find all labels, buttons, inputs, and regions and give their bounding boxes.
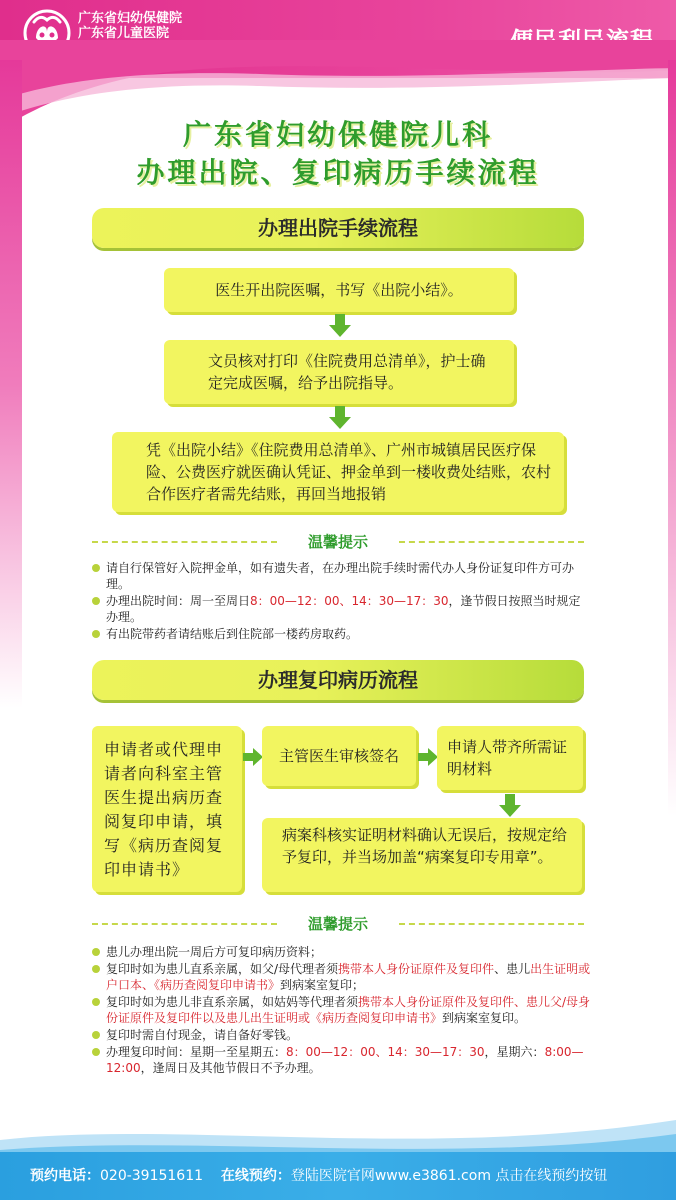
bullet-icon xyxy=(92,564,100,572)
list-item: 复印时需自付现金，请自备好零钱。 xyxy=(92,1027,592,1043)
list-item: 复印时如为患儿直系亲属，如父/母代理者须携带本人身份证原件及复印件、患儿出生证明或户口本、《病历查阅复印申请书》到病案室复印； xyxy=(92,961,592,993)
arrow-down-icon xyxy=(328,314,352,338)
copy-tips-divider xyxy=(92,912,584,936)
online-label: 在线预约： xyxy=(220,1168,291,1184)
copy-step-apply xyxy=(92,726,242,892)
copy-step-sign xyxy=(262,726,416,786)
divider-line-right xyxy=(399,541,584,543)
discharge-step-1-text: 医生开出院医嘱，书写《出院小结》。 xyxy=(215,281,463,299)
discharge-step-3 xyxy=(112,432,564,512)
discharge-tips-divider xyxy=(92,530,584,554)
arrow-right-icon xyxy=(243,748,263,766)
copy-step-apply-text: 申请者或代理申请者向科室主管医生提出病历查阅复印申请，填写《病历查阅复印申请书》 xyxy=(104,740,224,879)
footer-wave-decoration xyxy=(0,1100,676,1160)
bullet-icon xyxy=(92,948,100,956)
copy-tips-list xyxy=(92,944,592,1077)
list-item: 复印时如为患儿非直系亲属，如姑妈等代理者须携带本人身份证原件及复印件、患儿父/母身份证原件及复印件以及患儿出生证明或《病历查阅复印申请书》到病案室复印。 xyxy=(92,994,592,1026)
title-line-1: 广东省妇幼保健院儿科 xyxy=(182,118,493,151)
divider-line-right xyxy=(399,923,584,925)
hospital-name-2: 广东省儿童医院 xyxy=(78,25,170,41)
list-item: 请自行保管好入院押金单，如有遗失者，在办理出院手续时需代办人身份证复印件方可办理。 xyxy=(92,560,592,592)
discharge-step-2-text: 文员核对打印《住院费用总清单》，护士确定完成医嘱，给予出院指导。 xyxy=(208,352,486,392)
copy-tips-label: 温馨提示 xyxy=(307,915,368,933)
footer-bar xyxy=(0,1152,676,1200)
left-decorative-band xyxy=(0,60,22,1140)
list-item: 有出院带药者请结账后到住院部一楼药房取药。 xyxy=(92,626,592,642)
discharge-tips-label: 温馨提示 xyxy=(307,533,368,551)
discharge-step-1 xyxy=(164,268,514,312)
hospital-name-1: 广东省妇幼保健院 xyxy=(78,10,183,26)
arrow-right-icon xyxy=(418,748,438,766)
copy-step-materials-text: 申请人带齐所需证明材料 xyxy=(447,738,568,778)
bullet-icon xyxy=(92,1031,100,1039)
copy-step-materials xyxy=(437,726,583,790)
arrow-down-icon xyxy=(498,794,522,818)
list-item: 患儿办理出院一周后方可复印病历资料； xyxy=(92,944,592,960)
bullet-icon xyxy=(92,630,100,638)
bullet-icon xyxy=(92,998,100,1006)
discharge-step-2 xyxy=(164,340,514,404)
list-item: 办理出院时间：周一至周日8：00—12：00、14：30—17：30，逢节假日按照当时规定办理。 xyxy=(92,593,592,625)
phone-number[interactable]: 020-39151611 xyxy=(100,1168,204,1184)
bullet-icon xyxy=(92,965,100,973)
copy-step-verify-text: 病案科核实证明材料确认无误后，按规定给予复印，并当场加盖“病案复印专用章”。 xyxy=(282,826,568,866)
bullet-icon xyxy=(92,597,100,605)
right-decorative-band xyxy=(668,60,676,1140)
title-line-2: 办理出院、复印病历手续流程 xyxy=(136,156,540,189)
list-item: 办理复印时间：星期一至星期五：8：00—12：00、14：30—17：30，星期六：8:00—12:00，逢周日及其他节假日不予办理。 xyxy=(92,1044,592,1076)
copy-section-heading: 办理复印病历流程 xyxy=(258,668,418,692)
discharge-step-3-text: 凭《出院小结》《住院费用总清单》、广州市城镇居民医疗保险、公费医疗就医确认凭证、押金单到一楼收费处结账，农村合作医疗者需先结账，再回当地报销 xyxy=(146,441,552,503)
discharge-section-banner xyxy=(92,208,584,248)
copy-section-banner xyxy=(92,660,584,700)
phone-label: 预约电话： xyxy=(30,1168,100,1184)
copy-step-verify xyxy=(262,818,582,892)
page-title xyxy=(0,116,676,192)
discharge-tips-list xyxy=(92,560,592,643)
discharge-section-heading: 办理出院手续流程 xyxy=(258,216,418,240)
bullet-icon xyxy=(92,1048,100,1056)
arrow-down-icon xyxy=(328,406,352,430)
online-text[interactable]: 登陆医院官网www.e3861.com 点击在线预约按钮 xyxy=(290,1168,608,1184)
copy-step-sign-text: 主管医生审核签名 xyxy=(278,747,399,765)
